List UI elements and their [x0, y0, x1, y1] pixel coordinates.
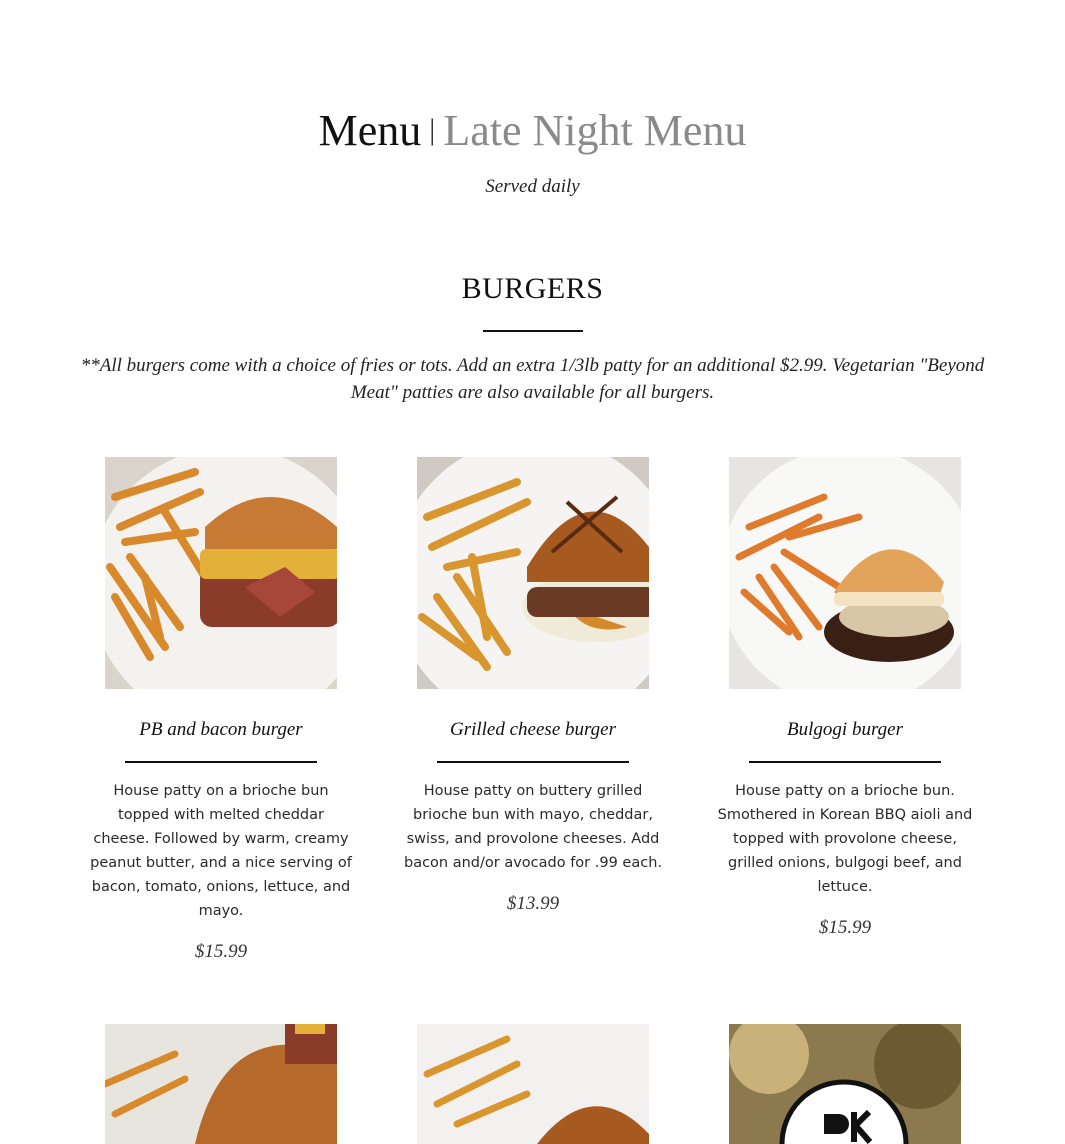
item-divider — [125, 761, 317, 763]
tab-menu[interactable]: Menu — [318, 106, 422, 155]
menu-item — [393, 457, 673, 915]
section-divider — [483, 330, 583, 332]
item-price: $13.99 — [506, 893, 560, 914]
item-divider — [437, 761, 629, 763]
section-note: **All burgers come with a choice of fries or tots. Add an extra 1/3lb patty for an additional $2.99. Vegetarian "Beyond Meat" patties are also available for all burgers. — [80, 355, 985, 403]
item-divider — [749, 761, 941, 763]
menu-tabs — [0, 102, 1065, 159]
menu-item — [705, 457, 985, 939]
item-price: $15.99 — [194, 941, 248, 962]
burger-with-fries-photo[interactable] — [105, 1024, 337, 1144]
item-description: House patty on a brioche bun topped with melted cheddar cheese. Followed by warm, creamy peanut butter, and a nice serving of bacon, tomato, onions, lettuce, and mayo. — [90, 783, 352, 919]
item-description: House patty on a brioche bun. Smothered in Korean BBQ aioli and topped with provolone cheese, grilled onions, bulgogi beef, and lettuce. — [717, 783, 973, 895]
section-title: BURGERS — [461, 272, 604, 305]
item-description: House patty on buttery grilled brioche bun with mayo, cheddar, swiss, and provolone cheeses. Add bacon and/or avocado for .99 each. — [403, 783, 662, 871]
burger-with-fries-photo[interactable] — [417, 457, 649, 689]
tab-late-night-menu[interactable]: Late Night Menu — [443, 106, 747, 155]
burger-logo-photo[interactable] — [729, 1024, 961, 1144]
burger-with-fries-photo[interactable] — [729, 457, 961, 689]
menu-item — [81, 457, 361, 963]
item-name: Grilled cheese burger — [449, 719, 617, 740]
tab-separator: | — [429, 113, 436, 146]
burger-with-fries-photo[interactable] — [417, 1024, 649, 1144]
item-name: PB and bacon burger — [139, 719, 303, 740]
item-name: Bulgogi burger — [787, 719, 903, 740]
item-price: $15.99 — [818, 917, 872, 938]
menu-subtitle: Served daily — [485, 176, 580, 197]
burger-with-fries-photo[interactable] — [105, 457, 337, 689]
